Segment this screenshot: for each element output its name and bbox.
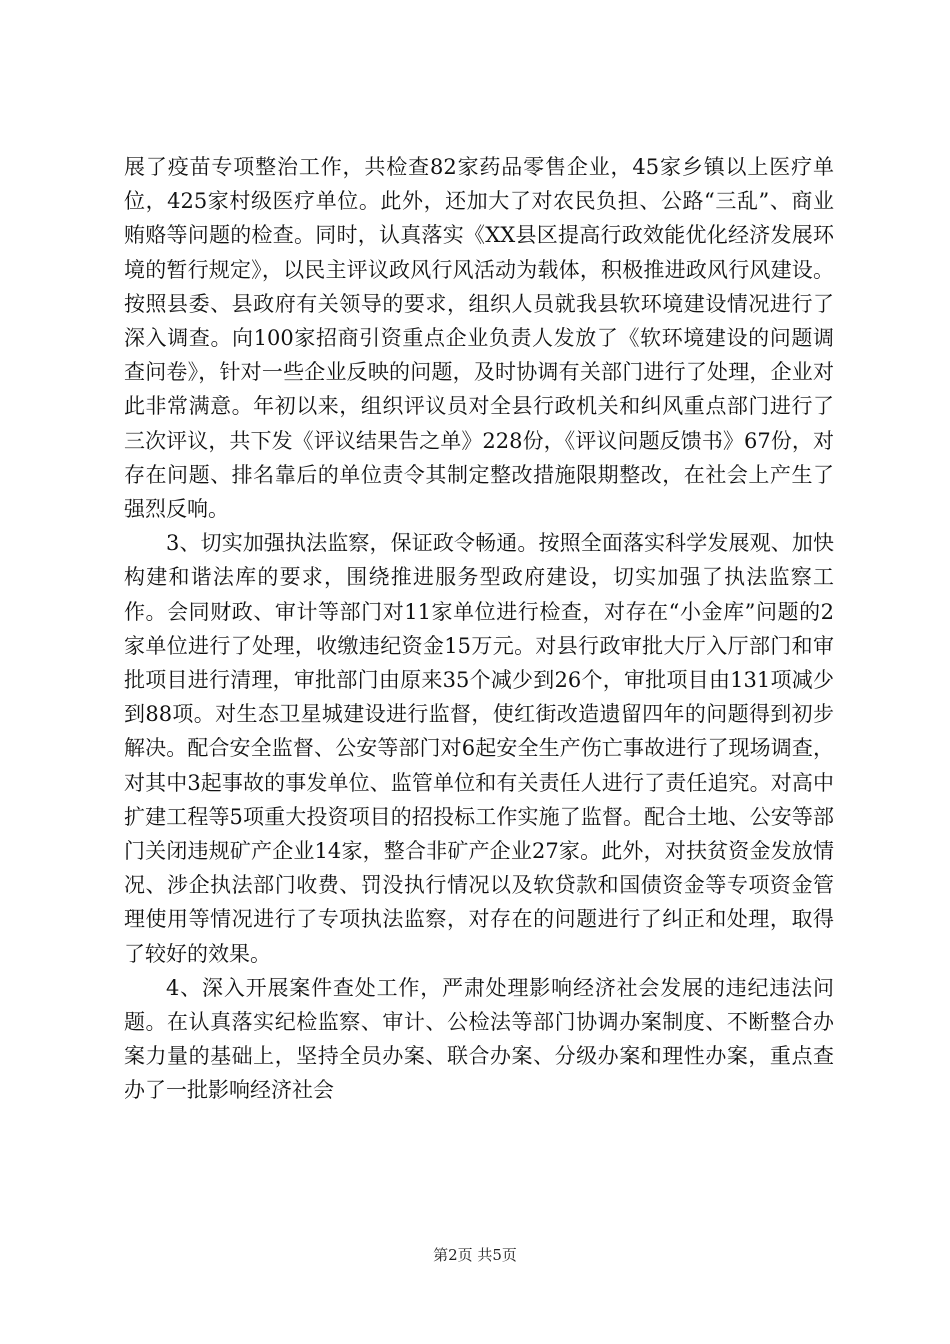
paragraph-section-3: 3、切实加强执法监察，保证政令畅通。按照全面落实科学发展观、加快构建和谐法库的要求，围绕推进服务型政府建设，切实加强了执法监察工作。会同财政、审计等部门对11家单位进行检查，对存在“小金库”问题的2家单位进行了处理，收缴违纪资金15万元。对县行政审批大厅入厅部门和审批项目进行清理，审批部门由原来35个减少到26个，审批项目由131项减少到88项。对生态卫星城建设进行监督，使红街改造遗留四年的问题得到初步解决。配合安全监督、公安等部门对6起安全生产伤亡事故进行了现场调查，对其中3起事故的事发单位、监管单位和有关责任人进行了责任追究。对高中扩建工程等5项重大投资项目的招投标工作实施了监督。配合土地、公安等部门关闭违规矿产企业14家，整合非矿产企业27家。此外，对扶贫资金发放情况、涉企执法部门收费、罚没执行情况以及软贷款和国债资金等专项资金管理使用等情况进行了专项执法监察，对存在的问题进行了纠正和处理，取得了较好的效果。 xyxy=(124,531,834,966)
paragraph-continued: 展了疫苗专项整治工作，共检查82家药品零售企业，45家乡镇以上医疗单位，425家村级医疗单位。此外，还加大了对农民负担、公路“三乱”、商业贿赂等问题的检查。同时，认真落实《XX县区提高行政效能优化经济发展环境的暂行规定》，以民主评议政风行风活动为载体，积极推进政风行风建设。按照县委、县政府有关领导的要求，组织人员就我县软环境建设情况进行了深入调查。向100家招商引资重点企业负责人发放了《软环境建设的问题调查问卷》，针对一些企业反映的问题，及时协调有关部门进行了处理，企业对此非常满意。年初以来，组织评议员对全县行政机关和纠风重点部门进行了三次评议，共下发《评议结果告之单》228份，《评议问题反馈书》67份，对存在问题、排名靠后的单位责令其制定整改措施限期整改，在社会上产生了强烈反响。 xyxy=(124,155,834,522)
document-body xyxy=(124,150,834,1108)
paragraph-section-4: 4、深入开展案件查处工作，严肃处理影响经济社会发展的违纪违法问题。在认真落实纪检监察、审计、公检法等部门协调办案制度、不断整合办案力量的基础上，坚持全员办案、联合办案、分级办案和理性办案，重点查办了一批影响经济社会 xyxy=(124,975,834,1103)
page-number-footer: 第2页 共5页 xyxy=(433,1246,517,1264)
